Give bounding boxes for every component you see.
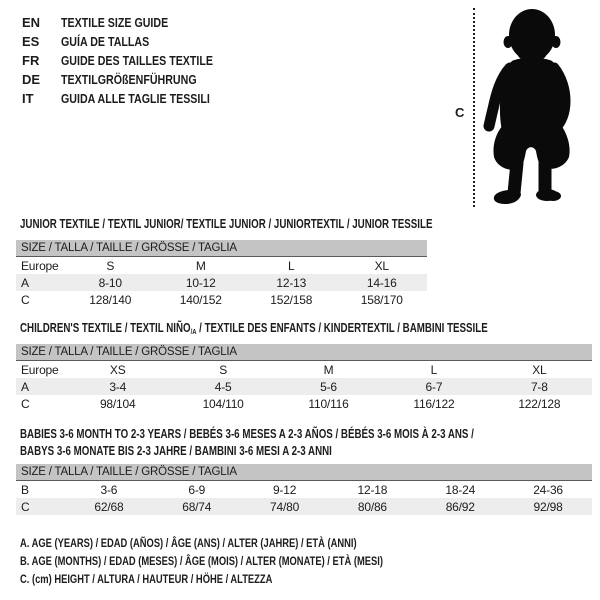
subscript-text: /A — [190, 327, 197, 336]
height-cell: 62/68 — [94, 499, 124, 514]
table-row-age — [16, 274, 427, 291]
age-cell: 9-12 — [272, 482, 297, 497]
language-row — [22, 13, 246, 32]
babies-section-title: BABIES 3-6 MONTH TO 2-3 YEARS / BEBÉS 3-6 MESES A 2-3 AÑOS / BÉBÉS 3-6 MOIS À 2-3 ANS / BABYS 3-6 MONATE BIS 2-3 JAHRE / BAMBINI 3-6 MESI A 2-3 ANNI — [20, 427, 474, 458]
table-row-height — [16, 498, 592, 515]
height-cell: 92/98 — [533, 499, 563, 514]
row-label: Europe — [21, 362, 59, 377]
height-cell: 68/74 — [182, 499, 212, 514]
size-table-header — [16, 344, 592, 361]
language-title: GUIDA ALLE TAGLIE TESSILI — [61, 91, 210, 106]
age-cell: 8-10 — [98, 275, 122, 290]
height-cell: 98/104 — [99, 396, 136, 411]
row-label: B — [21, 482, 29, 497]
height-cell: 80/86 — [357, 499, 387, 514]
height-cell: 128/140 — [89, 292, 132, 307]
age-cell: 12-18 — [357, 482, 388, 497]
table-row-europe — [16, 257, 427, 274]
height-cell: 74/80 — [270, 499, 300, 514]
height-measure-dashed-line — [473, 8, 475, 207]
children-size-table — [16, 344, 592, 412]
language-code: ES — [22, 34, 40, 49]
age-cell: 3-6 — [100, 482, 118, 497]
language-list — [22, 13, 246, 108]
footnote-line: C. (cm) HEIGHT / ALTURA / HAUTEUR / HÖHE / ALTEZZA — [20, 572, 273, 586]
children-section-title: CHILDREN'S TEXTILE / TEXTIL $NIÑO_{/A}$ / TEXTILE DES ENFANTS / KINDERTEXTIL / BAMBINI TESSILE — [20, 321, 488, 336]
legend-footnotes — [20, 536, 485, 590]
language-code: DE — [22, 72, 41, 87]
language-row — [22, 51, 246, 70]
footnote-line: A. AGE (YEARS) / EDAD (AÑOS) / ÂGE (ANS) / ALTER (JAHRE) / ETÀ (ANNI) — [20, 536, 357, 550]
height-cell: 110/116 — [308, 396, 349, 411]
table-row-height — [16, 291, 427, 308]
height-cell: 140/152 — [179, 292, 222, 307]
age-cell: 24-36 — [533, 482, 563, 497]
language-code: IT — [22, 91, 34, 106]
size-cell: L — [288, 258, 295, 273]
language-row — [22, 32, 246, 51]
age-cell: 14-16 — [366, 275, 397, 290]
size-cell: L — [430, 362, 438, 377]
age-cell: 3-4 — [109, 379, 127, 394]
age-cell: 6-7 — [425, 379, 443, 394]
table-row-age — [16, 378, 592, 395]
language-row — [22, 70, 246, 89]
size-cell: XL — [532, 362, 547, 377]
size-header-label: SIZE / TALLA / TAILLE / GRÖSSE / TAGLIA — [21, 346, 237, 358]
size-cell: M — [195, 258, 206, 273]
language-title: TEXTILGRÖßENFÜHRUNG — [61, 72, 197, 87]
height-cell: 86/92 — [445, 499, 475, 514]
size-cell: XS — [109, 362, 126, 377]
size-cell: S — [219, 362, 228, 377]
size-cell: S — [106, 258, 115, 273]
row-label: C — [21, 292, 30, 307]
row-label: C — [21, 499, 30, 514]
size-cell: M — [323, 362, 334, 377]
height-cell: 158/170 — [360, 292, 403, 307]
junior-size-table — [16, 240, 427, 308]
age-cell: 6-9 — [188, 482, 206, 497]
row-label: Europe — [21, 258, 59, 273]
height-cell: 104/110 — [202, 396, 244, 411]
age-cell: 18-24 — [445, 482, 476, 497]
age-cell: 12-13 — [276, 275, 307, 290]
babies-size-table — [16, 464, 592, 515]
footnote-line: B. AGE (MONTHS) / EDAD (MESES) / ÂGE (MOIS) / ALTER (MONATE) / ETÀ (MESI) — [20, 554, 383, 568]
row-label: C — [21, 396, 30, 411]
language-code: EN — [22, 15, 41, 30]
height-cell: 152/158 — [270, 292, 313, 307]
language-title: TEXTILE SIZE GUIDE — [61, 15, 169, 30]
age-cell: 7-8 — [530, 379, 548, 394]
size-cell: XL — [374, 258, 389, 273]
row-label: A — [21, 275, 29, 290]
age-cell: 5-6 — [320, 379, 337, 394]
table-row-height — [16, 395, 592, 412]
table-row-europe — [16, 361, 592, 378]
size-header-label: SIZE / TALLA / TAILLE / GRÖSSE / TAGLIA — [21, 466, 237, 478]
table-row-age-months — [16, 481, 592, 498]
size-header-label: SIZE / TALLA / TAILLE / GRÖSSE / TAGLIA — [21, 242, 237, 254]
size-table-header — [16, 240, 427, 257]
row-label: A — [21, 379, 29, 394]
junior-section-title: JUNIOR TEXTILE / TEXTIL JUNIOR/ TEXTILE JUNIOR / JUNIORTEXTIL / JUNIOR TESSILE — [20, 217, 433, 231]
age-cell: 4-5 — [214, 379, 232, 394]
language-row — [22, 89, 246, 108]
language-title: GUIDE DES TAILLES TEXTILE — [61, 53, 214, 68]
size-table-header — [16, 464, 592, 481]
height-cell: 116/122 — [413, 396, 455, 411]
height-cell: 122/128 — [518, 396, 561, 411]
height-measure-label: C — [455, 105, 465, 120]
language-code: FR — [22, 53, 40, 68]
age-cell: 10-12 — [185, 275, 216, 290]
baby-silhouette-image — [480, 5, 582, 207]
language-title: GUÍA DE TALLAS — [61, 34, 150, 49]
